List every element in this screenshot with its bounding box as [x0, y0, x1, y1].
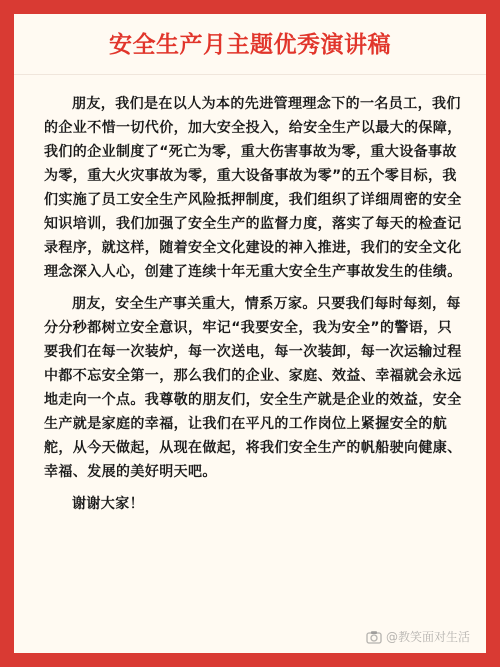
paragraph-2: 朋友，安全生产事关重大，情系万家。只要我们每时每刻，每分分秒都树立安全意识，牢记“我要安全，我为安全”的警语，只要我们在每一次装炉，每一次送电，每一次装卸，每一次运输过程中都不忘安全第一，那么我们的企业、家庭、效益、幸福就会永远地走向一个点。我尊敬的朋友们，安全生产就是企业的效益，安全生产就是家庭的幸福，让我们在平凡的工作岗位上紧握安全的航舵，从今天做起，从现在做起，将我们安全生产的帆船驶向健康、幸福、发展的美好明天吧。	[44, 296, 462, 480]
watermark-text: @教笑面对生活	[385, 630, 470, 644]
speech-body	[44, 92, 462, 516]
title-divider	[14, 74, 486, 75]
page-title: 安全生产月主题优秀演讲稿	[109, 32, 391, 58]
document-page	[14, 14, 486, 653]
paragraph-1: 朋友，我们是在以人为本的先进管理理念下的一名员工，我们的企业不惜一切代价，加大安全投入，给安全生产以最大的保障，我们的企业制度了“死亡为零，重大伤害事故为零，重大设备事故为零，重大火灾事故为零，重大设备事故为零”的五个零目标，我们实施了员工安全生产风险抵押制度，我们组织了详细周密的安全知识培训，我们加强了安全生产的监督力度，落实了每天的检查记录程序，就这样，随着安全文化建设的神入推进，我们的安全文化理念深入人心，创建了连续十年无重大安全生产事故发生的佳绩。	[44, 96, 462, 280]
watermark	[366, 628, 470, 645]
camera-icon	[366, 630, 382, 644]
closing-line: 谢谢大家！	[72, 496, 144, 512]
